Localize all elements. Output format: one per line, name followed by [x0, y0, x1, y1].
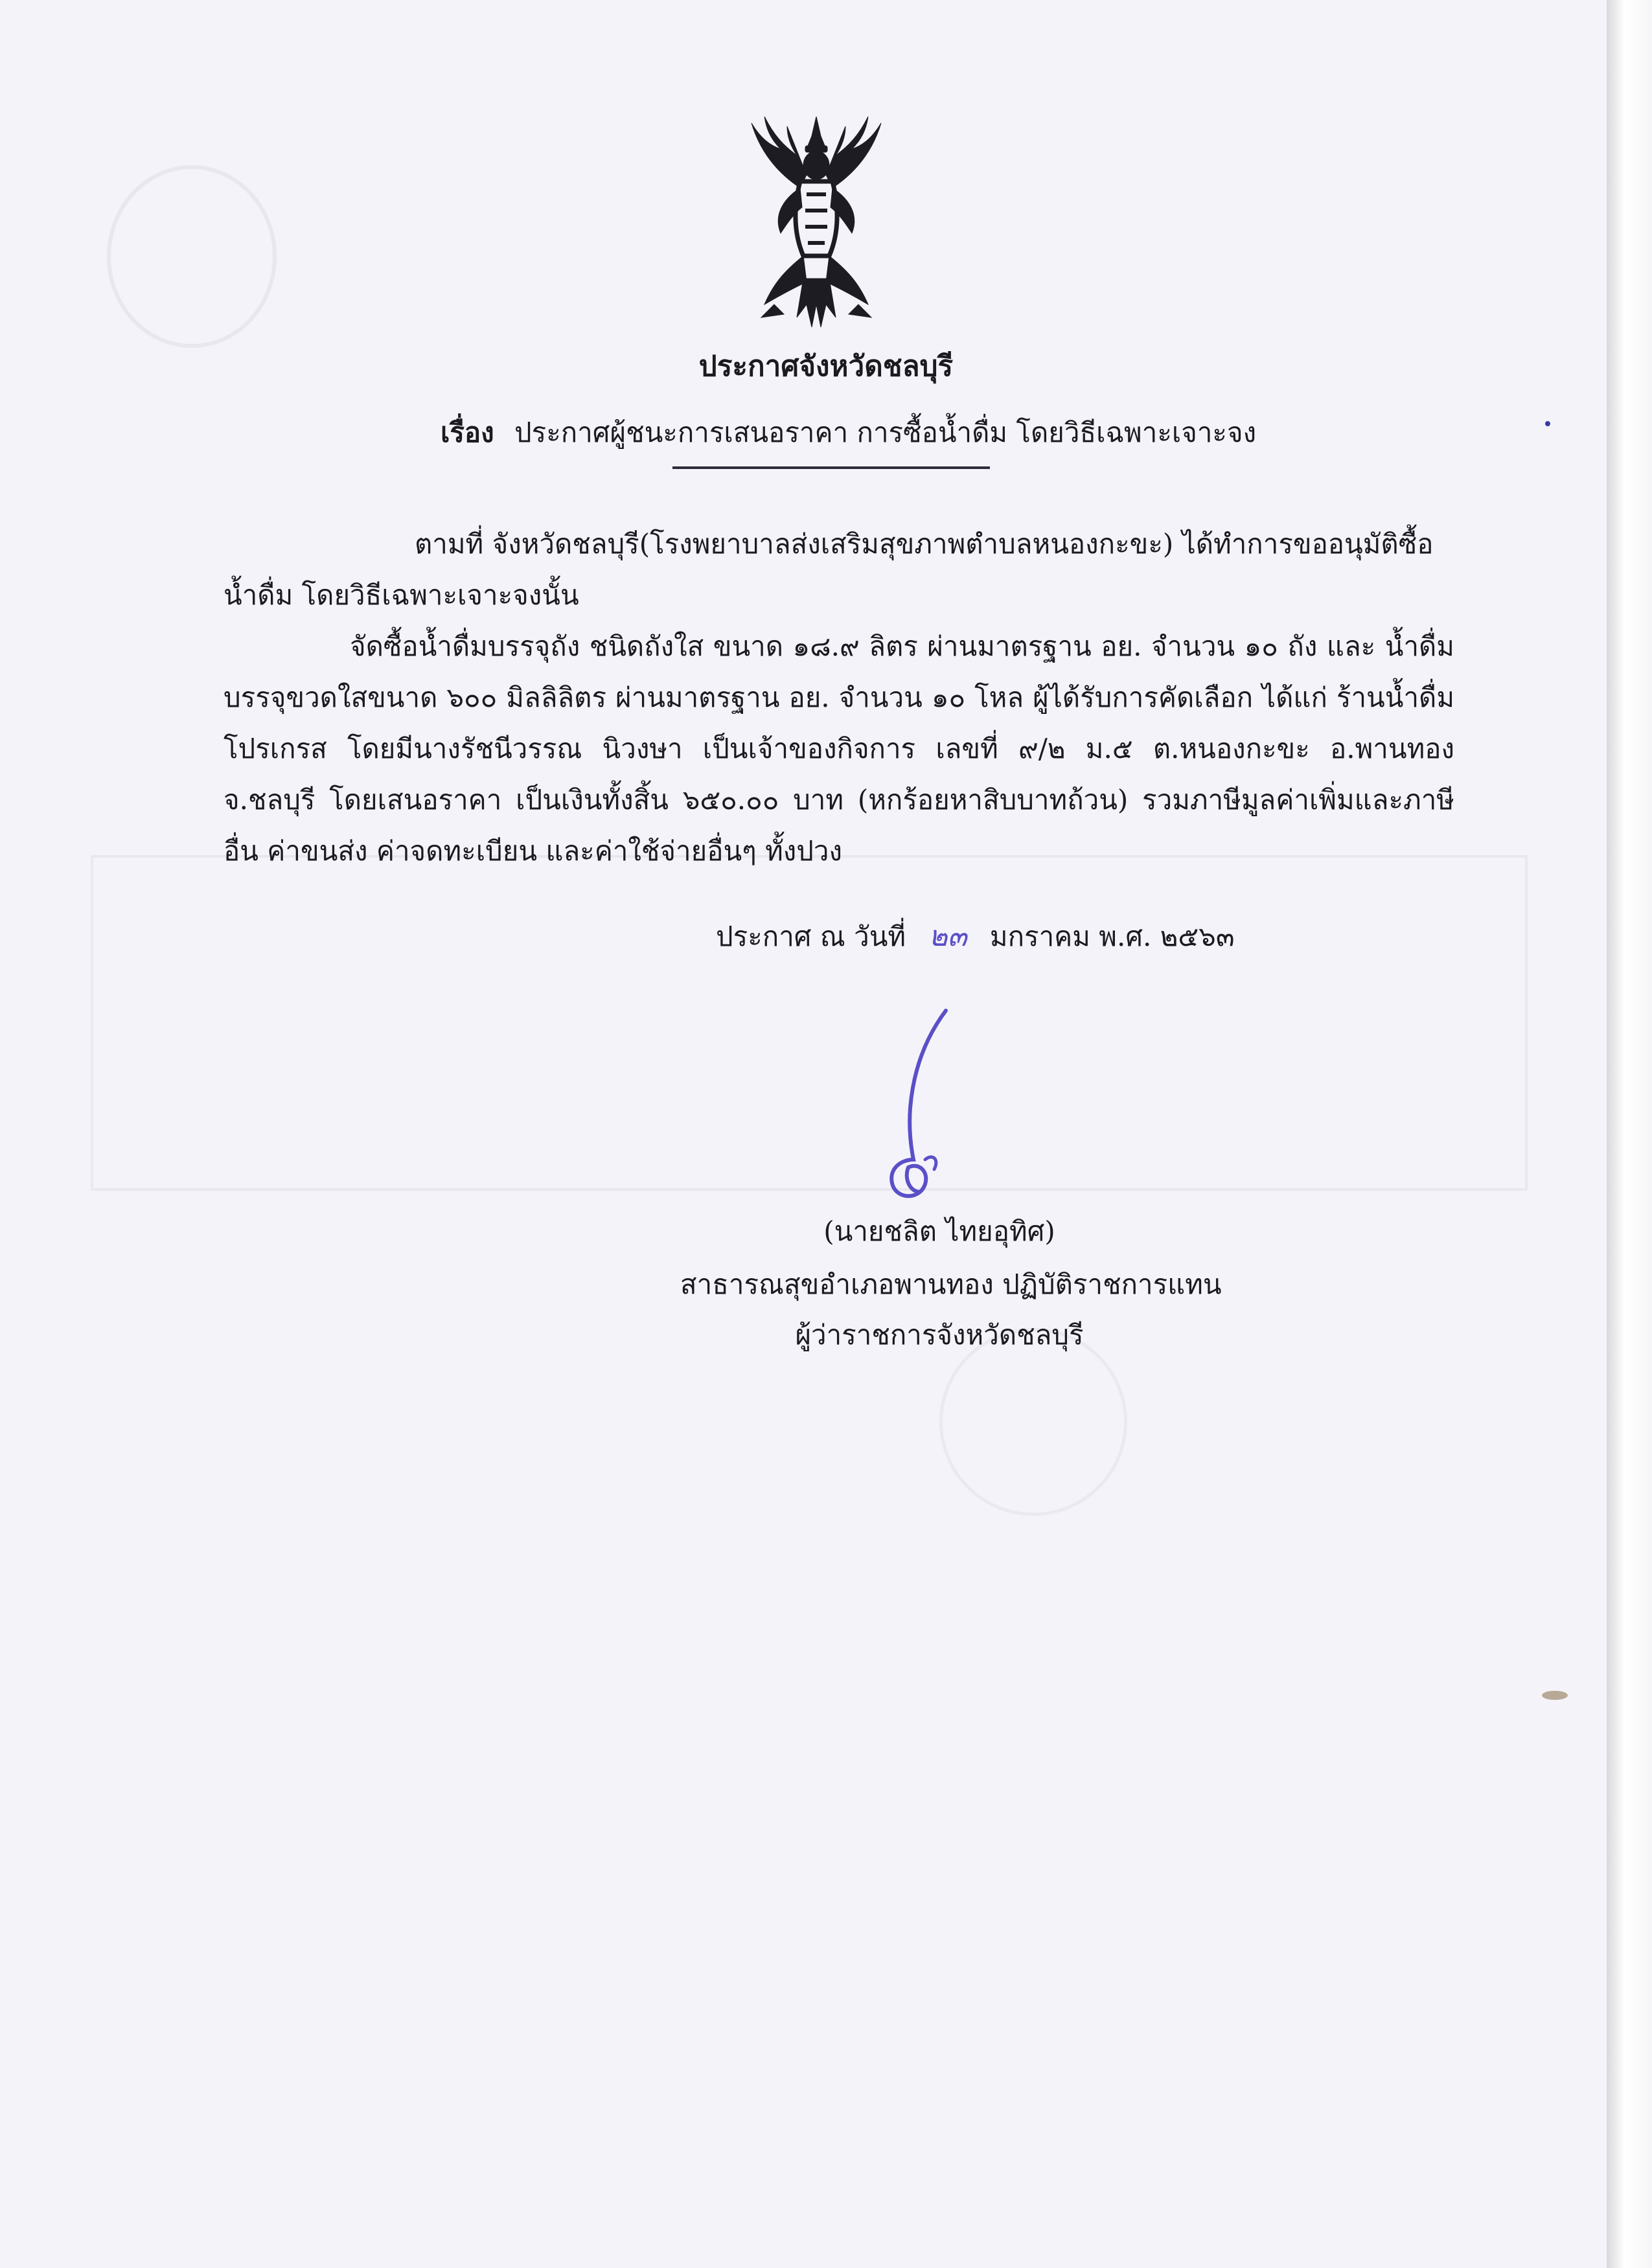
announcement-date: [716, 913, 1235, 959]
signer-title-1: สาธารณสุขอำเภอพานทอง ปฏิบัติราชการแทน: [680, 1268, 1222, 1300]
ink-speck: [1545, 421, 1550, 426]
date-month-year: มกราคม พ.ศ. ๒๕๖๓: [989, 921, 1235, 952]
paper-speck: [1542, 1691, 1568, 1700]
garuda-emblem-icon: [735, 110, 897, 337]
signer-name: (นายชลิต ไทยอุทิศ): [823, 1215, 1055, 1247]
handwritten-signature: [849, 998, 1017, 1211]
date-prefix: ประกาศ ณ วันที่: [716, 921, 906, 952]
show-through-seal: [107, 165, 277, 348]
heading-underline: [672, 466, 990, 469]
paragraph-award: จัดซื้อน้ำดื่มบรรจุถัง ชนิดถังใส ขนาด ๑๘.๙ ลิตร ผ่านมาตรฐาน อย. จำนวน ๑๐ ถัง และ น้ำดื่มบรรจุขวดใสขนาด ๖๐๐ มิลลิลิตร ผ่านมาตรฐาน อย. จำนวน ๑๐ โหล ผู้ได้รับการคัดเลือก ได้แก่ ร้านน้ำดื่มโปรเกรส โดยมีนางรัชนีวรรณ นิวงษา เป็นเจ้าของกิจการ เลขที่ ๙/๒ ม.๕ ต.หนองกะขะ อ.พานทอง จ.ชลบุรี โดยเสนอราคา เป็นเงินทั้งสิ้น ๖๕๐.๐๐ บาท (หกร้อยหาสิบบาทถ้วน) รวมภาษีมูลค่าเพิ่มและภาษีอื่น ค่าขนส่ง ค่าจดทะเบียน และค่าใช้จ่ายอื่นๆ ทั้งปวง: [224, 630, 1454, 867]
date-day-handwritten: ๒๓: [928, 920, 967, 953]
page-edge-shadow: [1607, 0, 1652, 2268]
subject-text: ประกาศผู้ชนะการเสนอราคา การซื้อน้ำดื่ม โดยวิธีเฉพาะเจาะจง: [514, 417, 1257, 448]
subject-line: [441, 411, 1256, 454]
signer-title-2: ผู้ว่าราชการจังหวัดชลบุรี: [795, 1319, 1084, 1351]
paragraph-request: ตามที่ จังหวัดชลบุรี(โรงพยาบาลส่งเสริมสุขภาพตำบลหนองกะขะ) ได้ทำการขออนุมัติซื้อน้ำดื่ม โดยวิธีเฉพาะเจาะจงนั้น: [224, 528, 1434, 611]
show-through-table: [91, 855, 1528, 1191]
page-title: ประกาศจังหวัดชลบุรี: [698, 350, 954, 383]
subject-label: เรื่อง: [441, 417, 494, 448]
